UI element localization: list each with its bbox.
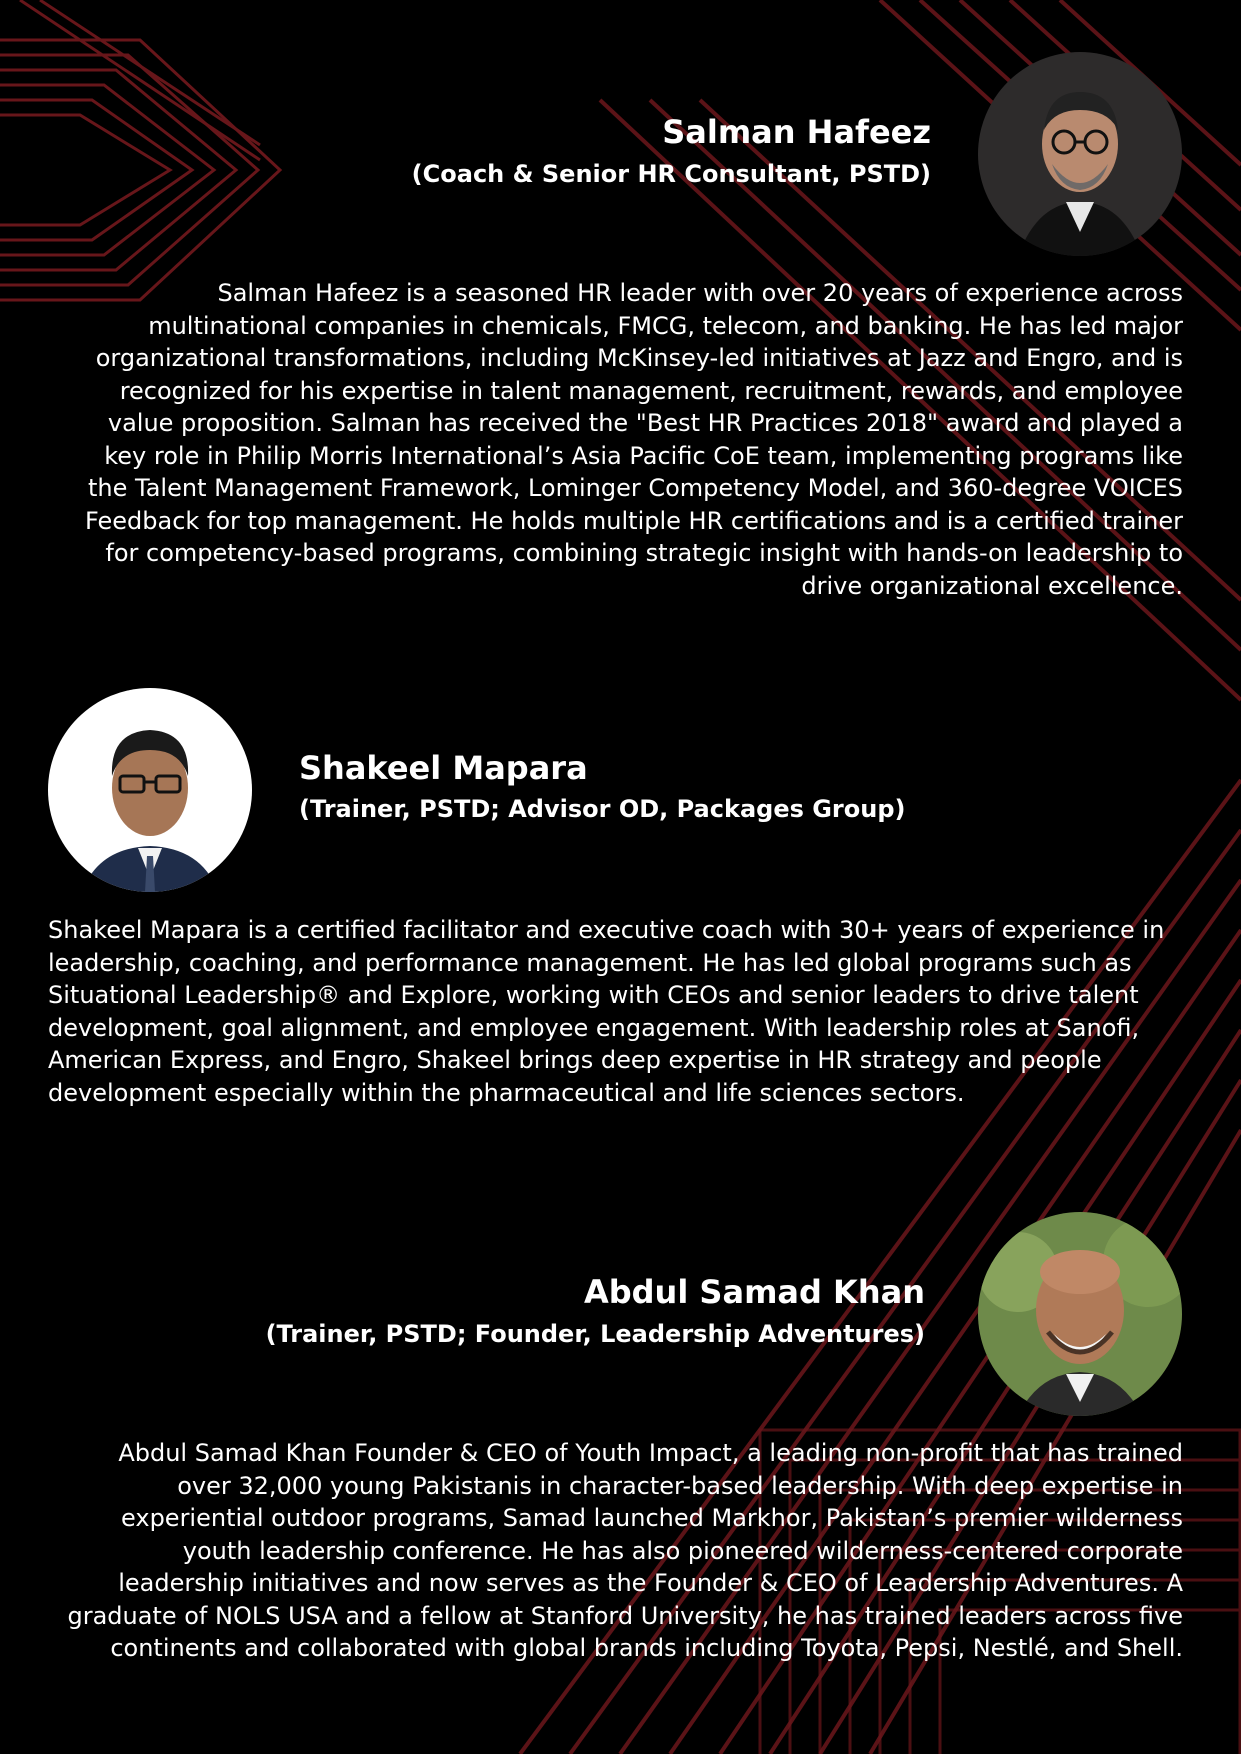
profile-name: Salman Hafeez (662, 113, 931, 151)
profile-role: (Coach & Senior HR Consultant, PSTD) (411, 160, 931, 188)
portrait-photo-icon (48, 688, 252, 892)
profile-role: (Trainer, PSTD; Founder, Leadership Adventures) (265, 1320, 925, 1348)
profile-bio: Salman Hafeez is a seasoned HR leader with over 20 years of experience across multinational companies in chemicals, FMCG, telecom, and banking. He has led major organizational transformations, including McKinsey-led initiatives at Jazz and Engro, and is recognized for his expertise in talent management, recruitment, rewards, and employee value proposition. Salman has received the "Best HR Practices 2018" award and played a key role in Philip Morris International’s Asia Pacific CoE team, implementing programs like the Talent Management Framework, Lominger Competency Model, and 360-degree VOICES Feedback for top management. He holds multiple HR certifications and is a certified trainer for competency-based programs, combining strategic insight with hands-on leadership to drive organizational excellence. (85, 279, 1183, 600)
portrait-photo-icon (978, 52, 1182, 256)
profile-name: Shakeel Mapara (299, 749, 588, 787)
profile-bio: Shakeel Mapara is a certified facilitator and executive coach with 30+ years of experience in leadership, coaching, and performance management. He has led global programs such as Situational Leadership® and Explore, working with CEOs and senior leaders to drive talent development, goal alignment, and employee engagement. With leadership roles at Sanofi, American Express, and Engro, Shakeel brings deep expertise in HR strategy and people development especially within the pharmaceutical and life sciences sectors. (48, 916, 1165, 1107)
profile-role: (Trainer, PSTD; Advisor OD, Packages Group) (299, 795, 906, 823)
profile-name: Abdul Samad Khan (583, 1273, 925, 1311)
portrait-photo-icon (978, 1212, 1182, 1416)
profile-bio: Abdul Samad Khan Founder & CEO of Youth Impact, a leading non-profit that has trained over 32,000 young Pakistanis in character-based leadership. With deep expertise in experiential outdoor programs, Samad launched Markhor, Pakistan’s premier wilderness youth leadership conference. He has also pioneered wilderness-centered corporate leadership initiatives and now serves as the Founder & CEO of Leadership Adventures. A graduate of NOLS USA and a fellow at Stanford University, he has trained leaders across five continents and collaborated with global brands including Toyota, Pepsi, Nestlé, and Shell. (67, 1439, 1183, 1662)
